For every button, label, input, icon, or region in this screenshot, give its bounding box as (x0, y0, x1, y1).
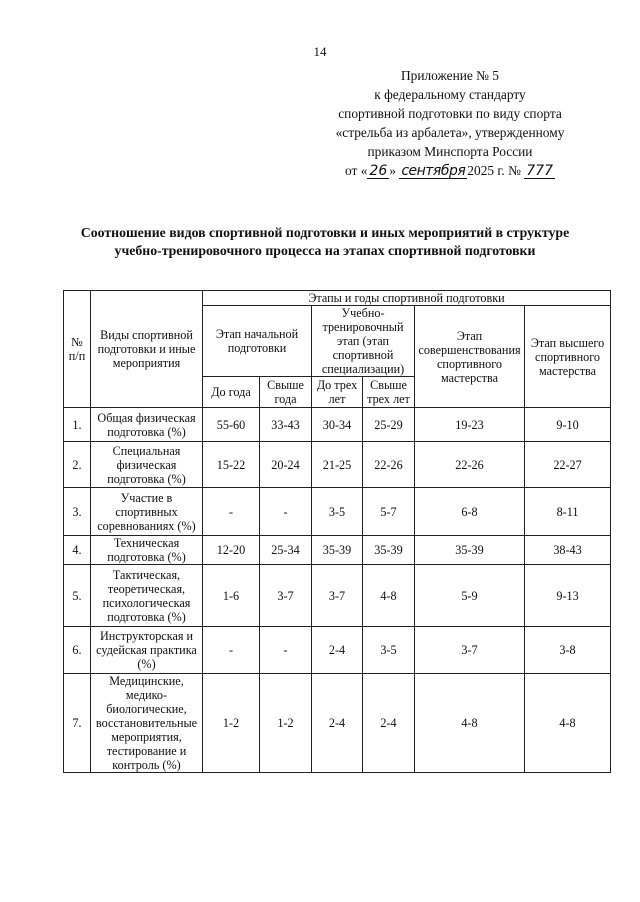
header-over-three: Свыше трех лет (363, 377, 415, 408)
row-name: Тактическая, теоретическая, психологическая подготовка (%) (91, 565, 203, 627)
header-initial-stage: Этап начальной подготовки (203, 306, 312, 377)
table-row (64, 627, 611, 674)
table-cell: - (260, 627, 312, 674)
table-cell: 35-39 (312, 536, 363, 565)
annex-line: Приложение № 5 (400, 68, 500, 83)
training-ratio-table (63, 290, 611, 773)
table-cell: 6-8 (415, 488, 525, 536)
table-cell: 19-23 (415, 408, 525, 442)
table-cell: 1-6 (203, 565, 260, 627)
table-cell: 22-26 (363, 442, 415, 488)
table-cell: - (203, 488, 260, 536)
table-cell: 3-7 (415, 627, 525, 674)
annex-line: «стрельба из арбалета», утвержденному (335, 125, 565, 140)
table-cell: 1-2 (260, 674, 312, 773)
header-up-to-three: До трех лет (312, 377, 363, 408)
table-cell: 3-5 (312, 488, 363, 536)
header-highest-stage: Этап высшего спортивного мастерства (525, 306, 611, 408)
table-cell: 55-60 (203, 408, 260, 442)
title-line: учебно-тренировочного процесса на этапах спортивной подготовки (114, 243, 536, 258)
table-cell: 3-7 (260, 565, 312, 627)
date-sep: » (389, 163, 396, 178)
handwritten-order-number: 777 (526, 163, 553, 179)
table-cell: 2-4 (363, 674, 415, 773)
row-number: 2. (64, 442, 91, 488)
table-cell: 21-25 (312, 442, 363, 488)
row-name: Участие в спортивных соревнованиях (%) (91, 488, 203, 536)
table-row (64, 565, 611, 627)
header-over-year: Свыше года (260, 377, 312, 408)
header-training-stage: Учебно-тренировочный этап (этап спортивной специализации) (312, 306, 415, 377)
page-number: 14 (313, 44, 327, 59)
header-stages-years: Этапы и годы спортивной подготовки (203, 291, 611, 306)
table-row (64, 442, 611, 488)
table-cell: 3-5 (363, 627, 415, 674)
table-cell: - (203, 627, 260, 674)
row-name: Инструкторская и судейская практика (%) (91, 627, 203, 674)
table-cell: 4-8 (525, 674, 611, 773)
table-cell: 8-11 (525, 488, 611, 536)
row-name: Общая физическая подготовка (%) (91, 408, 203, 442)
row-number: 7. (64, 674, 91, 773)
table-cell: 4-8 (415, 674, 525, 773)
table-row (64, 536, 611, 565)
table-cell: 38-43 (525, 536, 611, 565)
table-row (64, 674, 611, 773)
table-cell: 4-8 (363, 565, 415, 627)
row-name: Медицинские, медико-биологические, восстановительные мероприятия, тестирование и контроль (%) (91, 674, 203, 773)
table-cell: - (260, 488, 312, 536)
table-cell: 20-24 (260, 442, 312, 488)
annex-block (300, 66, 600, 180)
row-name: Техническая подготовка (%) (91, 536, 203, 565)
table-cell: 3-7 (312, 565, 363, 627)
header-num: № п/п (64, 291, 91, 408)
table-cell: 5-7 (363, 488, 415, 536)
annex-date-line (300, 161, 600, 180)
table-row (64, 408, 611, 442)
table-cell: 25-29 (363, 408, 415, 442)
row-number: 1. (64, 408, 91, 442)
header-kinds: Виды спортивной подготовки и иные мероприятия (91, 291, 203, 408)
row-number: 4. (64, 536, 91, 565)
row-number: 3. (64, 488, 91, 536)
table-cell: 9-10 (525, 408, 611, 442)
table-cell: 3-8 (525, 627, 611, 674)
table-cell: 35-39 (363, 536, 415, 565)
row-name: Специальная физическая подготовка (%) (91, 442, 203, 488)
table-cell: 30-34 (312, 408, 363, 442)
annex-line: приказом Минспорта России (367, 144, 533, 159)
table-cell: 9-13 (525, 565, 611, 627)
table-row (64, 488, 611, 536)
row-number: 5. (64, 565, 91, 627)
annex-line: к федеральному стандарту (374, 87, 526, 102)
table-cell: 12-20 (203, 536, 260, 565)
header-up-to-year: До года (203, 377, 260, 408)
header-perfection-stage: Этап совершенствования спортивного мастерства (415, 306, 525, 408)
annex-line: спортивной подготовки по виду спорта (338, 106, 562, 121)
table-cell: 15-22 (203, 442, 260, 488)
table-cell: 5-9 (415, 565, 525, 627)
date-prefix: от « (345, 163, 368, 178)
document-title (40, 224, 610, 260)
table-cell: 1-2 (203, 674, 260, 773)
date-year: 2025 г. № (467, 163, 521, 178)
table-cell: 2-4 (312, 674, 363, 773)
row-number: 6. (64, 627, 91, 674)
handwritten-day: 26 (369, 163, 388, 179)
table-cell: 33-43 (260, 408, 312, 442)
table-cell: 35-39 (415, 536, 525, 565)
table-cell: 22-26 (415, 442, 525, 488)
table-cell: 22-27 (525, 442, 611, 488)
table-cell: 2-4 (312, 627, 363, 674)
table-cell: 25-34 (260, 536, 312, 565)
title-line: Соотношение видов спортивной подготовки и иных мероприятий в структуре (80, 225, 570, 240)
handwritten-month: сентября (401, 163, 466, 179)
